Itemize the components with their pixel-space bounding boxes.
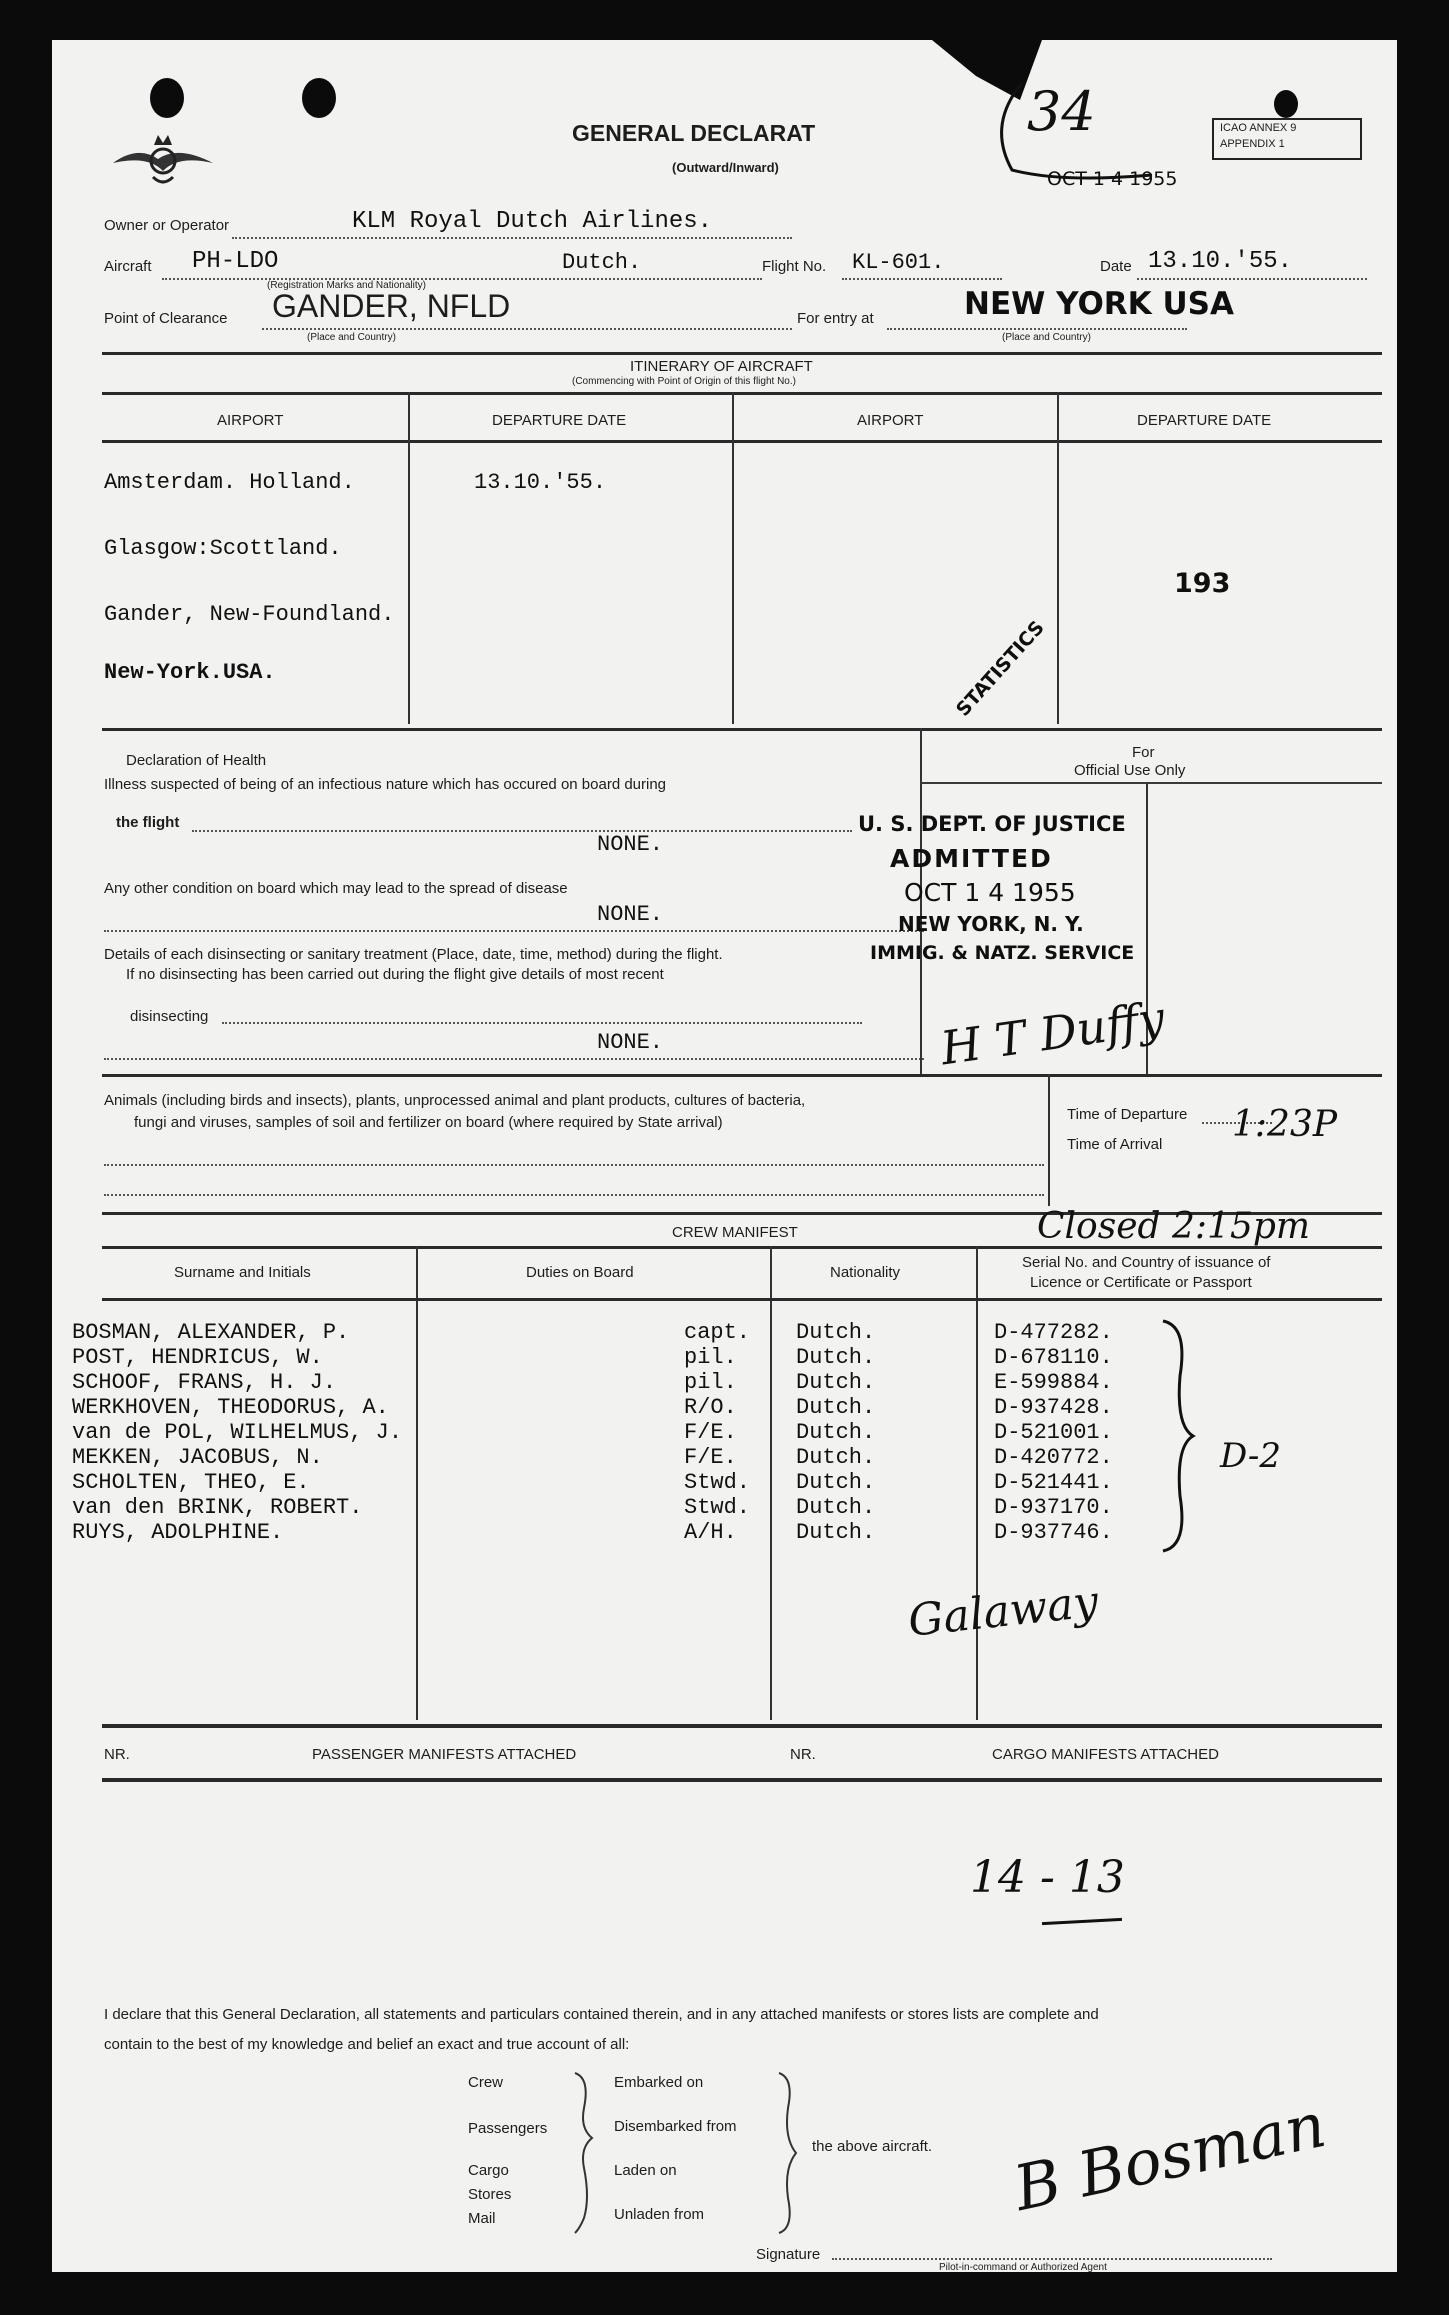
crew-name: WERKHOVEN, THEODORUS, A. — [72, 1395, 389, 1420]
decl-embarked: Embarked on — [614, 2074, 704, 2091]
health-a3: NONE. — [597, 1030, 664, 1055]
official-label-1: For — [1132, 744, 1155, 761]
health-q1b: the flight — [116, 814, 180, 831]
crew-nationality: Dutch. — [796, 1345, 876, 1370]
crew-duty: Stwd. — [684, 1470, 751, 1495]
health-q3b: If no disinsecting has been carried out during the flight give details of most recent — [126, 966, 664, 983]
crew-signature: Galaway — [905, 1576, 1101, 1647]
health-title: Declaration of Health — [126, 752, 267, 769]
form-title: GENERAL DECLARAT — [572, 120, 816, 146]
crew-nationality: Dutch. — [796, 1370, 876, 1395]
crew-name: MEKKEN, JACOBUS, N. — [72, 1445, 323, 1470]
health-q2: Any other condition on board which may lead to the spread of disease — [104, 880, 568, 897]
health-q1: Illness suspected of being of an infectious nature which has occured on board during — [104, 776, 667, 793]
crew-nationality: Dutch. — [796, 1470, 876, 1495]
itinerary-header-date-1: DEPARTURE DATE — [492, 412, 627, 429]
crew-serial: E-599884. — [994, 1370, 1113, 1395]
cargo-nr: NR. — [790, 1746, 816, 1763]
crew-header-name: Surname and Initials — [174, 1264, 311, 1281]
health-q3c: disinsecting — [130, 1008, 209, 1025]
itinerary-airport: New-York.USA. — [104, 660, 276, 685]
itinerary-airport: Amsterdam. Holland. — [104, 470, 355, 495]
flight-label: Flight No. — [762, 258, 827, 275]
crew-serial: D-937746. — [994, 1520, 1113, 1545]
crew-name: van de POL, WILHELMUS, J. — [72, 1420, 403, 1445]
health-a2: NONE. — [597, 902, 664, 927]
crew-name: van den BRINK, ROBERT. — [72, 1495, 363, 1520]
crew-serial: D-477282. — [994, 1320, 1113, 1345]
crew-duty: pil. — [684, 1370, 737, 1395]
admitted-stamp-line: OCT 1 4 1955 — [904, 878, 1076, 907]
crew-header-nationality: Nationality — [830, 1264, 901, 1281]
crew-name: SCHOOF, FRANS, H. J. — [72, 1370, 337, 1395]
crew-serial: D-678110. — [994, 1345, 1113, 1370]
aircraft-label: Aircraft — [104, 258, 152, 275]
decl-disembarked: Disembarked from — [614, 2118, 737, 2135]
crew-duty: R/O. — [684, 1395, 737, 1420]
itinerary-header-airport-2: AIRPORT — [857, 412, 924, 429]
pilot-signature: B Bosman — [1007, 2087, 1332, 2226]
owner-value: KLM Royal Dutch Airlines. — [352, 208, 713, 235]
decl-cargo: Cargo — [468, 2162, 509, 2179]
cargo-manifests: CARGO MANIFESTS ATTACHED — [992, 1746, 1219, 1763]
arrival-time-label: Time of Arrival — [1067, 1136, 1163, 1153]
departure-time-label: Time of Departure — [1067, 1106, 1188, 1123]
aircraft-registration: PH-LDO — [192, 248, 279, 275]
decl-crew: Crew — [468, 2074, 504, 2091]
punch-hole — [302, 78, 336, 118]
animals-text-1: Animals (including birds and insects), plants, unprocessed animal and plant products, cultures of bacteria, — [104, 1092, 806, 1109]
crew-serial: D-937428. — [994, 1395, 1113, 1420]
crew-duty: F/E. — [684, 1420, 737, 1445]
crew-serial: D-521441. — [994, 1470, 1113, 1495]
annex-label: ICAO ANNEX 9 — [1220, 122, 1297, 134]
passenger-nr: NR. — [104, 1746, 130, 1763]
crew-serial: D-521001. — [994, 1420, 1113, 1445]
crew-name: POST, HENDRICUS, W. — [72, 1345, 323, 1370]
decl-above-aircraft: the above aircraft. — [812, 2138, 933, 2155]
decl-laden: Laden on — [614, 2162, 677, 2179]
admitted-stamp-line: U. S. DEPT. OF JUSTICE — [858, 812, 1126, 836]
punch-hole — [1274, 90, 1298, 118]
crew-note: Closed 2:15pm — [1037, 1206, 1311, 1247]
crew-name: BOSMAN, ALEXANDER, P. — [72, 1320, 350, 1345]
admitted-stamp-line: IMMIG. & NATZ. SERVICE — [870, 942, 1135, 964]
crew-duty: F/E. — [684, 1445, 737, 1470]
clearance-label: Point of Clearance — [104, 310, 228, 327]
clearance-value: GANDER, NFLD — [272, 288, 511, 324]
date-stamp: OCT 1 4 1955 — [1047, 168, 1178, 190]
itinerary-header-airport-1: AIRPORT — [217, 412, 284, 429]
decl-unladen: Unladen from — [614, 2206, 705, 2223]
signature-label: Signature — [756, 2246, 821, 2263]
crew-nationality: Dutch. — [796, 1420, 876, 1445]
aircraft-caption: (Registration Marks and Nationality) — [267, 280, 426, 291]
admitted-stamp-line: ADMITTED — [890, 844, 1053, 873]
crew-name: RUYS, ADOLPHINE. — [72, 1520, 284, 1545]
decl-passengers: Passengers — [468, 2120, 548, 2137]
crew-nationality: Dutch. — [796, 1520, 876, 1545]
crew-header-serial-1: Serial No. and Country of issuance of — [1022, 1254, 1271, 1271]
decl-stores: Stores — [468, 2186, 512, 2203]
decl-mail: Mail — [468, 2210, 496, 2227]
crew-duty: capt. — [684, 1320, 751, 1345]
handwritten-page-number: 34 — [1027, 80, 1096, 143]
itinerary-subtitle: (Commencing with Point of Origin of this flight No.) — [572, 376, 796, 387]
date-label: Date — [1100, 258, 1132, 275]
crew-bracket-icon — [1158, 1316, 1198, 1556]
itinerary-title: ITINERARY OF AIRCRAFT — [630, 358, 813, 375]
signature-caption: Pilot-in-command or Authorized Agent — [939, 2262, 1107, 2272]
passenger-manifests: PASSENGER MANIFESTS ATTACHED — [312, 1746, 577, 1763]
form-subtitle: (Outward/Inward) — [672, 160, 779, 175]
health-q3: Details of each disinsecting or sanitary treatment (Place, date, time, method) during the flight. — [104, 946, 723, 963]
entry-caption: (Place and Country) — [1002, 332, 1091, 343]
crew-serial: D-420772. — [994, 1445, 1113, 1470]
crew-nationality: Dutch. — [796, 1395, 876, 1420]
official-label-2: Official Use Only — [1074, 762, 1186, 779]
declaration-brace-icon — [774, 2068, 804, 2238]
flight-date: 13.10.'55. — [1148, 248, 1293, 275]
official-signature: H T Duffy — [937, 990, 1168, 1076]
punch-hole — [150, 78, 184, 118]
handwritten-number: 14 - 13 — [970, 1852, 1125, 1903]
declaration-form — [52, 40, 1397, 2272]
appendix-label: APPENDIX 1 — [1220, 138, 1285, 150]
crew-serial: D-937170. — [994, 1495, 1113, 1520]
statistics-stamp: STATISTICS — [952, 616, 1049, 721]
entry-label: For entry at — [797, 310, 874, 327]
klm-crown-logo-icon — [108, 125, 218, 195]
bracket-note: D-2 — [1220, 1436, 1282, 1476]
crew-header-serial-2: Licence or Certificate or Passport — [1030, 1274, 1252, 1291]
aircraft-nationality: Dutch. — [562, 250, 642, 275]
crew-duty: A/H. — [684, 1520, 737, 1545]
itinerary-header-date-2: DEPARTURE DATE — [1137, 412, 1272, 429]
health-a1: NONE. — [597, 832, 664, 857]
admitted-stamp-line: NEW YORK, N. Y. — [898, 912, 1084, 936]
crew-name: SCHOLTEN, THEO, E. — [72, 1470, 310, 1495]
entry-value: NEW YORK USA — [964, 286, 1234, 322]
flight-number: KL-601. — [852, 250, 945, 275]
crew-title: CREW MANIFEST — [672, 1224, 798, 1241]
itinerary-airport: Glasgow:Scottland. — [104, 536, 342, 561]
declaration-brace-icon — [570, 2068, 600, 2238]
crew-duty: pil. — [684, 1345, 737, 1370]
crew-duty: Stwd. — [684, 1495, 751, 1520]
itinerary-airport: Gander, New-Foundland. — [104, 602, 395, 627]
declaration-line-1: I declare that this General Declaration, all statements and particulars contained therein, and in any attached manifests or stores lists are complete and — [104, 2006, 1099, 2023]
crew-nationality: Dutch. — [796, 1320, 876, 1345]
crew-nationality: Dutch. — [796, 1495, 876, 1520]
itinerary-date: 13.10.'55. — [474, 470, 607, 495]
arrival-time-value: 1:23P — [1232, 1104, 1338, 1145]
animals-text-2: fungi and viruses, samples of soil and fertilizer on board (where required by State arrival) — [134, 1114, 723, 1131]
owner-label: Owner or Operator — [104, 217, 230, 234]
crew-header-duties: Duties on Board — [526, 1264, 634, 1281]
clearance-caption: (Place and Country) — [307, 332, 396, 343]
declaration-line-2: contain to the best of my knowledge and belief an exact and true account of all: — [104, 2036, 630, 2053]
crew-nationality: Dutch. — [796, 1445, 876, 1470]
stamp-number: 193 — [1174, 568, 1231, 599]
